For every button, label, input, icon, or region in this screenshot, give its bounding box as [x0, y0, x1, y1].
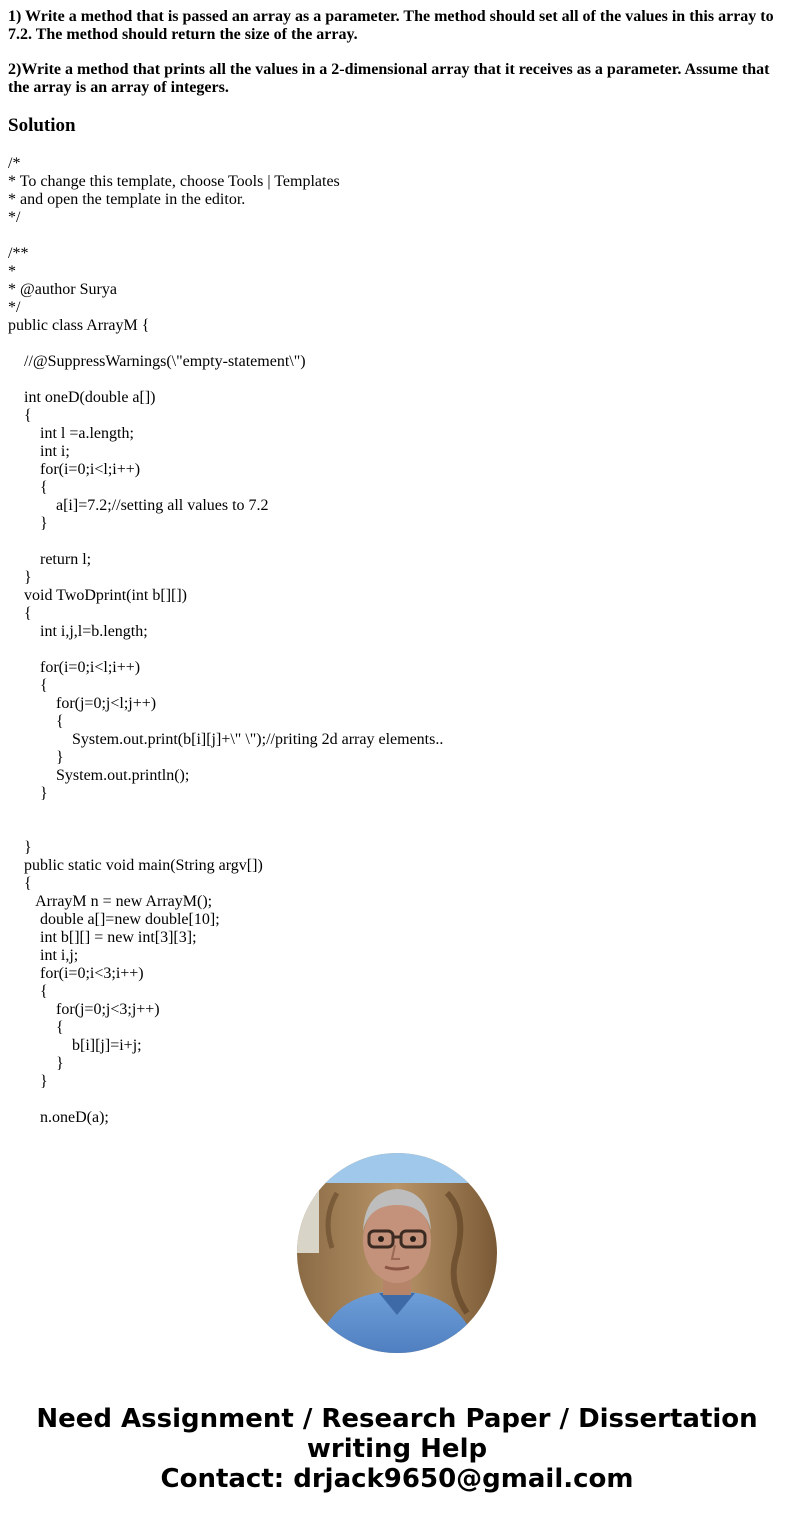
code-line: return l;: [8, 551, 92, 568]
promo-line-2: writing Help: [306, 1434, 488, 1464]
code-line: {: [8, 983, 48, 1000]
code-line: }: [8, 569, 32, 586]
code-line: for(i=0;i<l;i++): [8, 659, 141, 676]
code-line: void TwoDprint(int b[][]): [8, 587, 187, 604]
code-line: }: [8, 785, 48, 802]
code-line: double a[]=new double[10];: [8, 911, 220, 928]
code-line: *: [8, 263, 16, 280]
code-line: {: [8, 605, 32, 622]
code-line: [8, 1091, 788, 1109]
code-line: ArrayM n = new ArrayM();: [8, 893, 213, 910]
code-line: for(j=0;j<l;j++): [8, 695, 157, 712]
code-line: }: [8, 1073, 48, 1090]
question-1: 1) Write a method that is passed an array as a parameter. The method should set all of the values in this array to 7.2. The method should return the size of the array.: [8, 8, 774, 43]
code-line: int i;: [8, 443, 70, 460]
code-line: {: [8, 1019, 64, 1036]
code-line: * and open the template in the editor.: [8, 191, 246, 208]
code-line: {: [8, 713, 64, 730]
code-line: {: [8, 407, 32, 424]
code-line: * To change this template, choose Tools | Templates: [8, 173, 340, 190]
code-line: [8, 227, 788, 245]
code-line: {: [8, 479, 48, 496]
code-block: [8, 155, 788, 1127]
code-line: int b[][] = new int[3][3];: [8, 929, 197, 946]
code-line: {: [8, 875, 32, 892]
code-line: int i,j,l=b.length;: [8, 623, 148, 640]
code-line: [8, 641, 788, 659]
code-line: [8, 335, 788, 353]
code-line: {: [8, 677, 48, 694]
code-line: for(i=0;i<l;i++): [8, 461, 141, 478]
code-line: }: [8, 839, 32, 856]
code-line: for(i=0;i<3;i++): [8, 965, 144, 982]
code-line: /**: [8, 245, 29, 262]
code-line: int oneD(double a[]): [8, 389, 156, 406]
code-line: */: [8, 209, 21, 226]
code-line: a[i]=7.2;//setting all values to 7.2: [8, 497, 269, 514]
solution-heading: Solution: [8, 115, 76, 136]
code-line: }: [8, 1055, 64, 1072]
code-line: /*: [8, 155, 21, 172]
code-line: b[i][j]=i+j;: [8, 1037, 142, 1054]
code-line: System.out.println();: [8, 767, 190, 784]
code-line: * @author Surya: [8, 281, 117, 298]
code-line: [8, 821, 788, 839]
code-line: [8, 803, 788, 821]
code-line: System.out.print(b[i][j]+\" \");//priting 2d array elements..: [8, 731, 444, 748]
code-line: public class ArrayM {: [8, 317, 150, 334]
code-line: public static void main(String argv[]): [8, 857, 263, 874]
promo-banner: [0, 1404, 794, 1494]
code-line: }: [8, 515, 48, 532]
code-line: }: [8, 749, 64, 766]
code-line: for(j=0;j<3;j++): [8, 1001, 160, 1018]
question-2: 2)Write a method that prints all the values in a 2-dimensional array that it receives as a parameter. Assume that the array is an array of integers.: [8, 61, 770, 96]
code-line: int l =a.length;: [8, 425, 134, 442]
code-line: [8, 533, 788, 551]
promo-line-1: Need Assignment / Research Paper / Dissertation: [36, 1404, 758, 1434]
code-line: n.oneD(a);: [8, 1109, 109, 1126]
code-line: [8, 371, 788, 389]
code-line: int i,j;: [8, 947, 79, 964]
code-line: */: [8, 299, 21, 316]
author-photo: [297, 1153, 497, 1353]
promo-contact: Contact: drjack9650@gmail.com: [160, 1464, 634, 1494]
code-line: //@SuppressWarnings(\"empty-statement\"): [8, 353, 306, 370]
